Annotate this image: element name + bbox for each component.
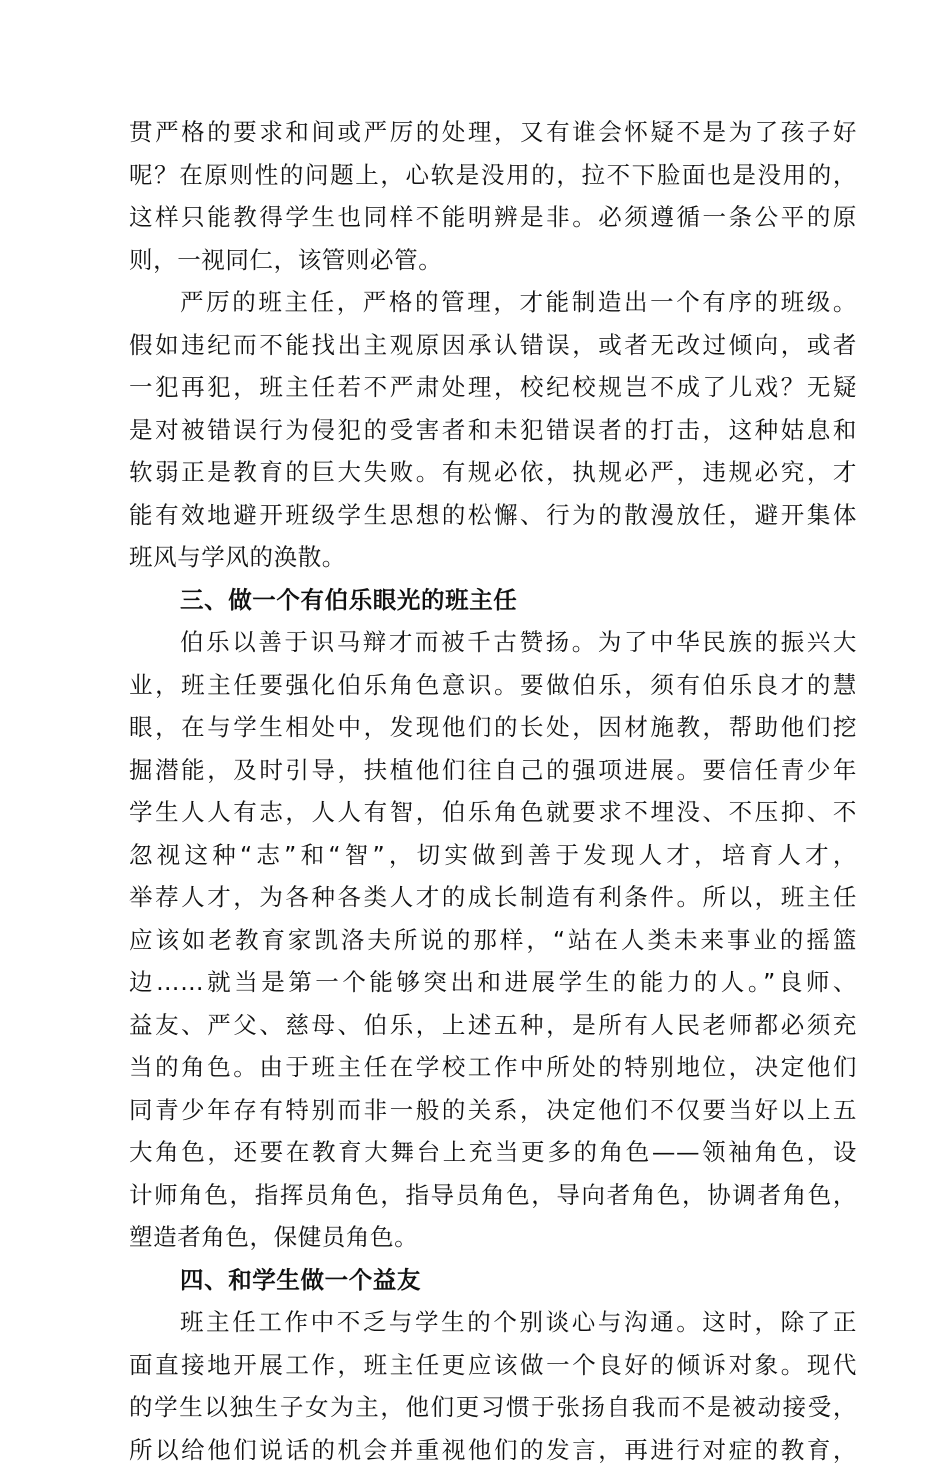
paragraph-line: 大角色，还要在教育大舞台上充当更多的角色——领袖角色，设 xyxy=(129,1131,857,1174)
paragraph-line: 所以给他们说话的机会并重视他们的发言，再进行对症的教育， xyxy=(129,1429,857,1471)
paragraph-line: 软弱正是教育的巨大失败。有规必依，执规必严，违规必究，才 xyxy=(129,451,857,494)
paragraph-line: 贯严格的要求和间或严厉的处理，又有谁会怀疑不是为了孩子好 xyxy=(129,111,857,154)
paragraph-line: 当的角色。由于班主任在学校工作中所处的特别地位，决定他们 xyxy=(129,1046,857,1089)
paragraph-line: 举荐人才，为各种各类人才的成长制造有利条件。所以，班主任 xyxy=(129,876,857,919)
paragraph-line: 能有效地避开班级学生思想的松懈、行为的散漫放任，避开集体 xyxy=(129,494,857,537)
paragraph-line: 眼，在与学生相处中，发现他们的长处，因材施教，帮助他们挖 xyxy=(129,706,857,749)
paragraph-line: 是对被错误行为侵犯的受害者和未犯错误者的打击，这种姑息和 xyxy=(129,409,857,452)
section-heading: 三、做一个有伯乐眼光的班主任 xyxy=(129,579,857,622)
paragraph-line: 业，班主任要强化伯乐角色意识。要做伯乐，须有伯乐良才的慧 xyxy=(129,664,857,707)
paragraph-line: 学生人人有志，人人有智，伯乐角色就要求不埋没、不压抑、不 xyxy=(129,791,857,834)
paragraph-line: 一犯再犯，班主任若不严肃处理，校纪校规岂不成了儿戏？无疑 xyxy=(129,366,857,409)
paragraph-line: 同青少年存有特别而非一般的关系，决定他们不仅要当好以上五 xyxy=(129,1089,857,1132)
section-heading: 四、和学生做一个益友 xyxy=(129,1259,857,1302)
paragraph-line: 忽视这种“志”和“智”，切实做到善于发现人才，培育人才， xyxy=(129,834,857,877)
document-body xyxy=(129,111,857,1471)
paragraph-line: 的学生以独生子女为主，他们更习惯于张扬自我而不是被动接受， xyxy=(129,1386,857,1429)
paragraph-line: 则，一视同仁，该管则必管。 xyxy=(129,239,857,282)
paragraph-first-line: 班主任工作中不乏与学生的个别谈心与沟通。这时，除了正 xyxy=(129,1301,857,1344)
paragraph-line: 掘潜能，及时引导，扶植他们往自己的强项进展。要信任青少年 xyxy=(129,749,857,792)
paragraph-line: 塑造者角色，保健员角色。 xyxy=(129,1216,857,1259)
paragraph-first-line: 伯乐以善于识马辩才而被千古赞扬。为了中华民族的振兴大 xyxy=(129,621,857,664)
paragraph-line: 面直接地开展工作，班主任更应该做一个良好的倾诉对象。现代 xyxy=(129,1344,857,1387)
paragraph-first-line: 严厉的班主任，严格的管理，才能制造出一个有序的班级。 xyxy=(129,281,857,324)
paragraph-line: 益友、严父、慈母、伯乐，上述五种，是所有人民老师都必须充 xyxy=(129,1004,857,1047)
paragraph-line: 假如违纪而不能找出主观原因承认错误，或者无改过倾向，或者 xyxy=(129,324,857,367)
paragraph-line: 计师角色，指挥员角色，指导员角色，导向者角色，协调者角色， xyxy=(129,1174,857,1217)
paragraph-line: 这样只能教得学生也同样不能明辨是非。必须遵循一条公平的原 xyxy=(129,196,857,239)
paragraph-line: 班风与学风的涣散。 xyxy=(129,536,857,579)
paragraph-line: 边……就当是第一个能够突出和进展学生的能力的人。”良师、 xyxy=(129,961,857,1004)
paragraph-line: 呢？在原则性的问题上，心软是没用的，拉不下脸面也是没用的， xyxy=(129,154,857,197)
paragraph-line: 应该如老教育家凯洛夫所说的那样，“站在人类未来事业的摇篮 xyxy=(129,919,857,962)
